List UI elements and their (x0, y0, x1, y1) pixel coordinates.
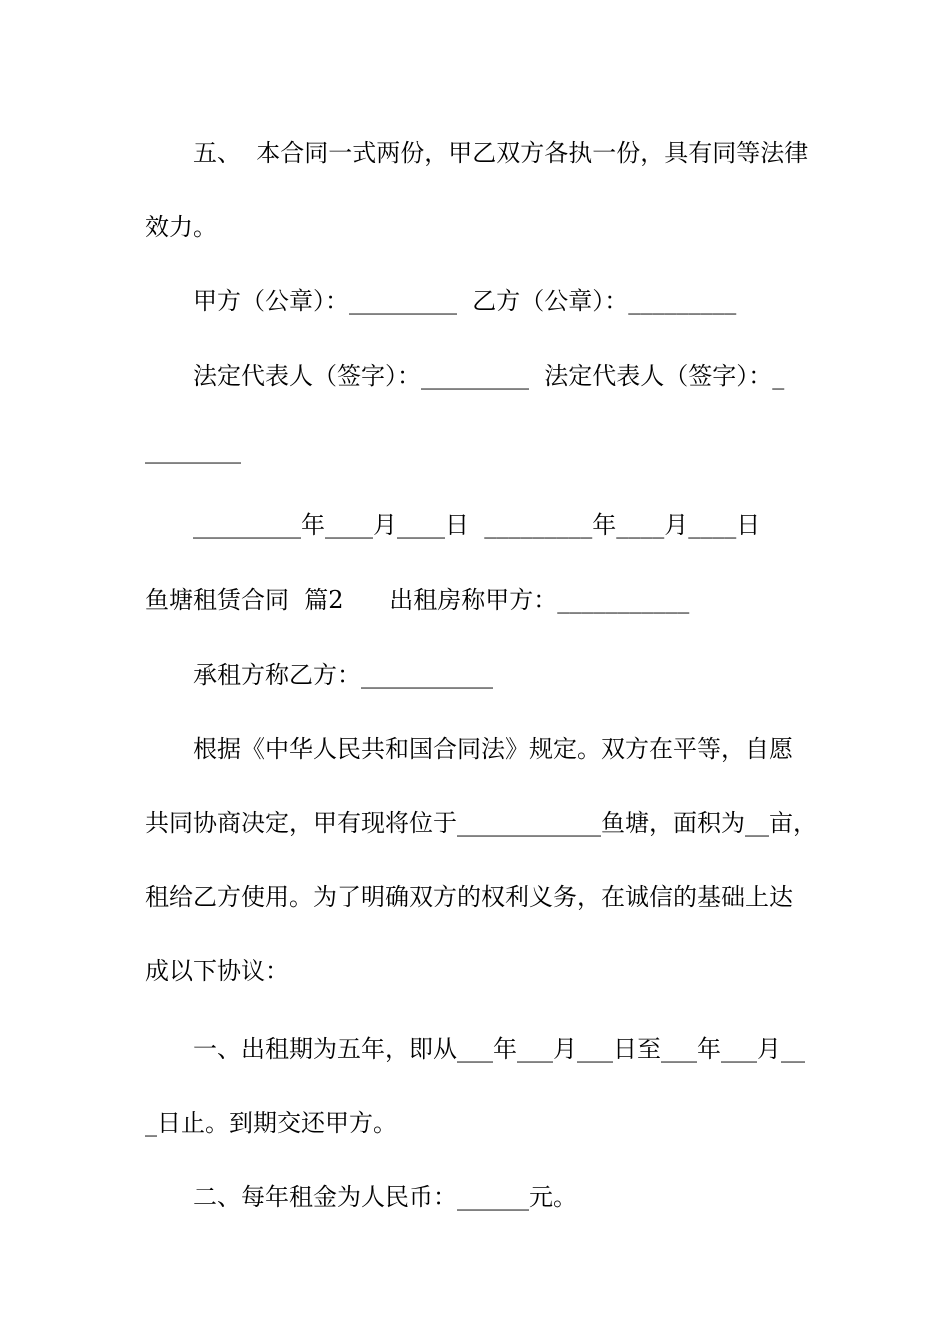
preamble-line-2: 共同协商决定，甲有现将位于____________鱼塘，面积为__亩， (145, 809, 817, 837)
lessee-line: 承租方称乙方：___________ (193, 661, 493, 689)
legal-rep-signature-line: 法定代表人（签字）：_________ 法定代表人（签字）：_ (193, 362, 785, 390)
clause-1-line-2: _日止。到期交还甲方。 (145, 1109, 397, 1137)
party-seal-line: 甲方（公章）：_________ 乙方（公章）：_________ (193, 287, 737, 315)
clause-5-line-1: 五、 本合同一式两份，甲乙双方各执一份，具有同等法律 (193, 139, 809, 167)
legal-rep-signature-continuation: ________ (145, 436, 241, 464)
date-line: _________年____月____日 _________年____月____日 (193, 511, 761, 539)
contract-heading-line: 鱼塘租赁合同 篇2 出租房称甲方：___________ (145, 586, 690, 614)
preamble-line-4: 成以下协议： (145, 957, 289, 985)
clause-5-line-2: 效力。 (145, 213, 217, 241)
clause-2-line: 二、每年租金为人民币：______元。 (193, 1183, 577, 1211)
preamble-line-1: 根据《中华人民共和国合同法》规定。双方在平等，自愿 (193, 735, 793, 763)
preamble-line-3: 租给乙方使用。为了明确双方的权利义务，在诚信的基础上达 (145, 883, 793, 911)
clause-1-line-1: 一、出租期为五年，即从___年___月___日至___年___月__ (193, 1035, 805, 1063)
